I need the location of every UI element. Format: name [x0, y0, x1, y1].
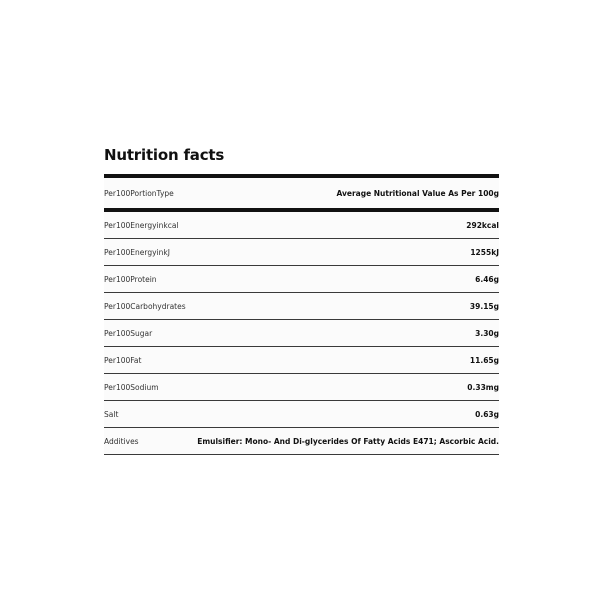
- row-label: Salt: [104, 409, 119, 419]
- row-value: 0.63g: [475, 409, 499, 419]
- sodium-row: [104, 374, 499, 401]
- row-value: 1255kJ: [470, 247, 499, 257]
- energy-kcal-row: [104, 212, 499, 239]
- row-label: Per100Energyinkcal: [104, 220, 179, 230]
- row-value: Emulsifier: Mono- And Di-glycerides Of Fatty Acids E471; Ascorbic Acid.: [197, 436, 499, 446]
- row-label: Additives: [104, 436, 139, 446]
- fat-row: [104, 347, 499, 374]
- page-title: Nutrition facts: [104, 146, 225, 164]
- protein-row: [104, 266, 499, 293]
- row-label: Per100Carbohydrates: [104, 301, 186, 311]
- portion-type-value: Average Nutritional Value As Per 100g: [336, 188, 499, 198]
- salt-row: [104, 401, 499, 428]
- portion-type-label: Per100PortionType: [104, 188, 174, 198]
- row-value: 292kcal: [466, 220, 499, 230]
- row-value: 39.15g: [469, 301, 499, 311]
- row-label: Per100Sodium: [104, 382, 159, 392]
- row-value: 11.65g: [469, 355, 499, 365]
- row-value: 6.46g: [475, 274, 499, 284]
- nutrition-facts-panel: [104, 144, 499, 455]
- additives-row: [104, 428, 499, 455]
- portion-type-row: [104, 178, 499, 208]
- row-label: Per100Protein: [104, 274, 157, 284]
- carbohydrates-row: [104, 293, 499, 320]
- row-label: Per100Fat: [104, 355, 142, 365]
- row-label: Per100EnergyinkJ: [104, 247, 170, 257]
- energy-kj-row: [104, 239, 499, 266]
- row-value: 3.30g: [475, 328, 499, 338]
- row-label: Per100Sugar: [104, 328, 153, 338]
- sugar-row: [104, 320, 499, 347]
- row-value: 0.33mg: [467, 382, 499, 392]
